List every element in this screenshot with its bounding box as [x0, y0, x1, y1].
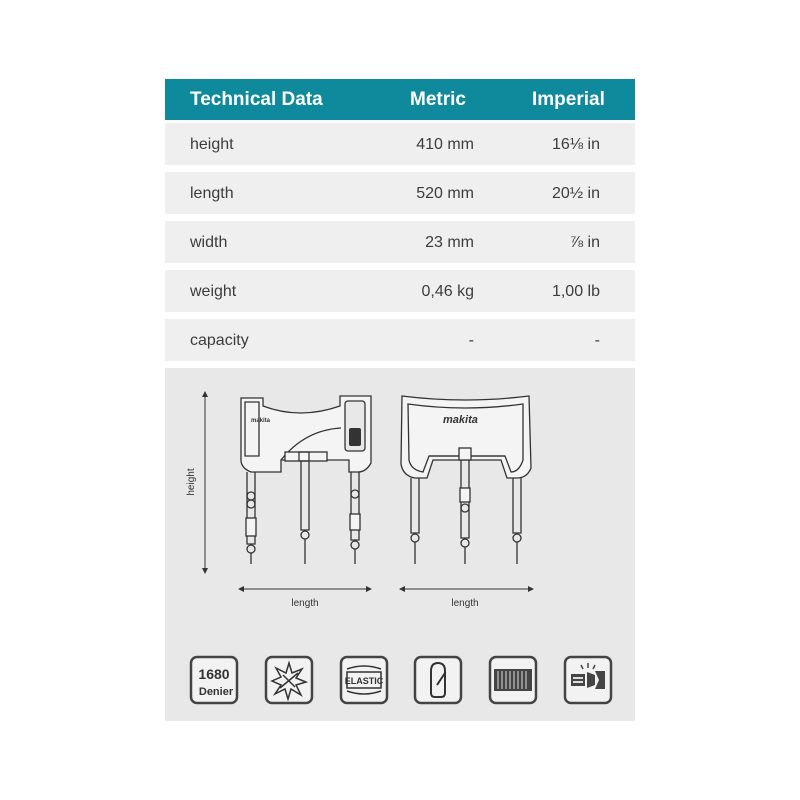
tear-resistant-icon: [264, 655, 314, 705]
denier-unit: Denier: [198, 686, 234, 698]
row-metric-value: 0,46 kg: [421, 283, 474, 300]
row-metric-value: -: [468, 332, 474, 349]
harness-drawings: [165, 368, 635, 648]
header-imperial: Imperial: [532, 89, 605, 110]
table-row: [165, 172, 635, 214]
row-imperial-value: 16⅛ in: [551, 136, 600, 153]
length-label-left: length: [291, 598, 319, 609]
elastic-icon: [339, 655, 389, 705]
row-metric-value: 23 mm: [425, 234, 474, 251]
row-label: weight: [190, 283, 237, 300]
table-header: [165, 79, 635, 120]
denier-icon: [189, 655, 239, 705]
harness-front-view: [401, 396, 531, 564]
denier-value: 1680: [198, 666, 230, 682]
logo-small: makita: [251, 418, 271, 424]
row-label: capacity: [190, 332, 249, 349]
table-row: [165, 123, 635, 165]
row-imperial-value: -: [594, 332, 600, 349]
table-row: [165, 221, 635, 263]
row-label: height: [190, 136, 234, 153]
length-label-right: length: [451, 598, 479, 609]
header-metric: Metric: [410, 89, 466, 110]
carabiner-icon: [413, 655, 463, 705]
row-imperial-value: ⅞ in: [569, 234, 600, 251]
technical-data-table: [165, 79, 635, 361]
webbing-icon: [488, 655, 538, 705]
row-label: length: [190, 185, 234, 202]
table-row: [165, 270, 635, 312]
dimension-diagram-panel: [165, 368, 635, 721]
height-label: height: [186, 468, 197, 496]
harness-side-view: [241, 396, 371, 564]
row-metric-value: 410 mm: [416, 136, 474, 153]
row-label: width: [190, 234, 228, 251]
logo-large: makita: [443, 414, 478, 426]
feature-icons-row: [165, 655, 635, 711]
header-technical-data: Technical Data: [190, 89, 323, 110]
row-metric-value: 520 mm: [416, 185, 474, 202]
buckle-icon: [563, 655, 613, 705]
elastic-label: ELASTIC: [344, 676, 384, 686]
row-imperial-value: 20½ in: [551, 185, 600, 202]
row-imperial-value: 1,00 lb: [551, 283, 600, 300]
table-row: [165, 319, 635, 361]
